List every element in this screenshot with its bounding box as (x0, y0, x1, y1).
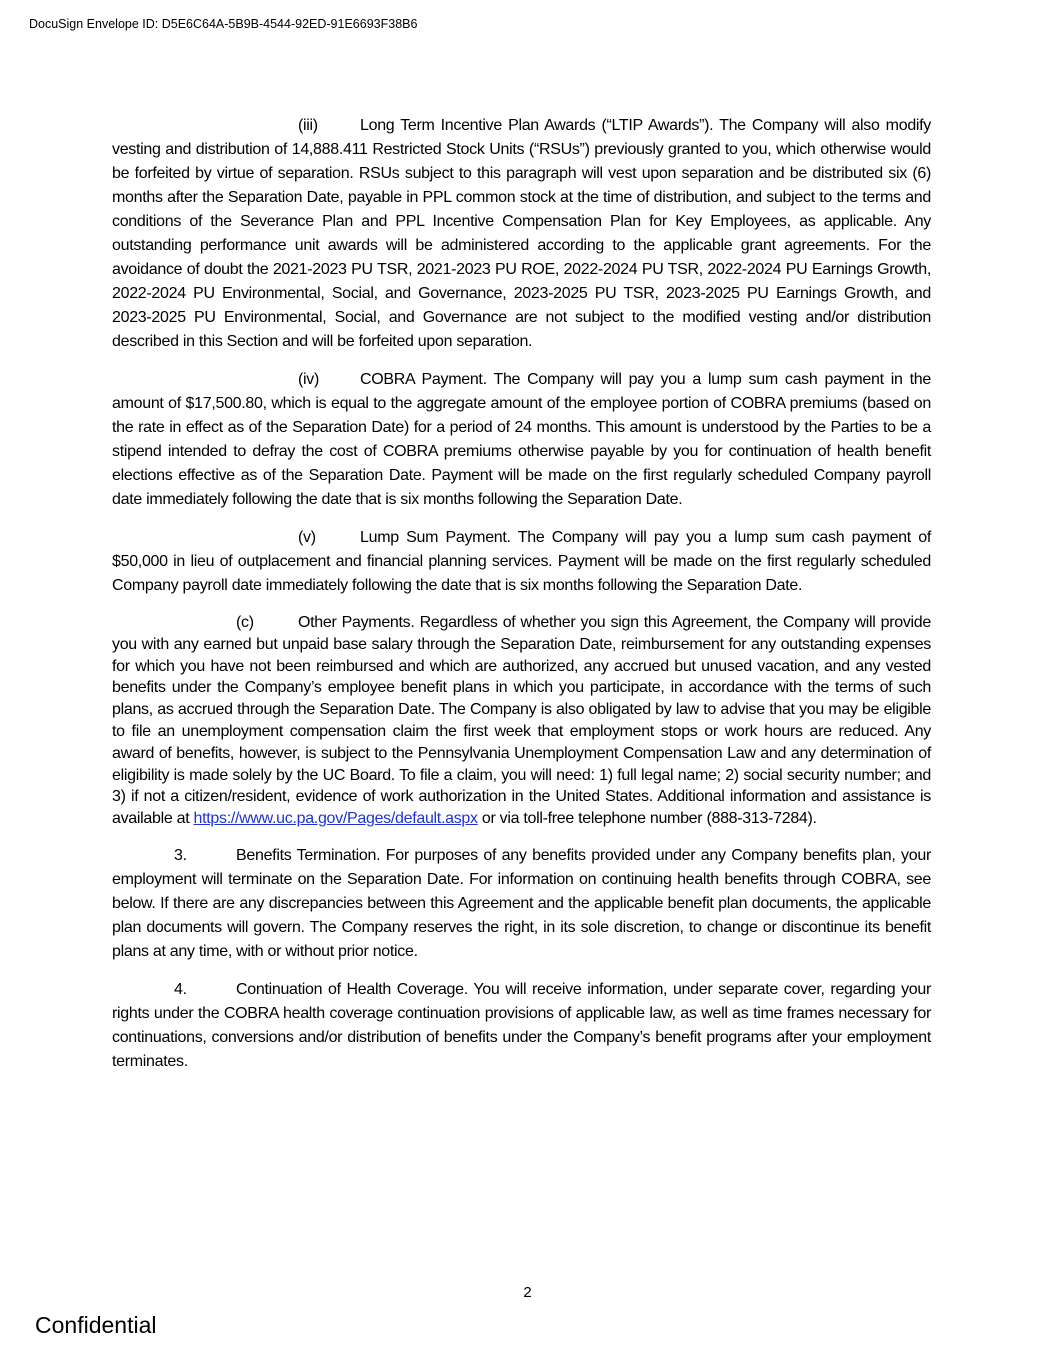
page-number: 2 (523, 1284, 532, 1301)
section-title: COBRA Payment. (360, 371, 487, 388)
section-number: (c) (236, 614, 254, 631)
confidential-label: Confidential (35, 1312, 157, 1338)
section-body: Regardless of whether you sign this Agreement, the Company will provide you with any earned but unpaid base salary through the Separation Date, reimbursement for any outstanding expenses for which you have not been reimbursed and which are authorized, any accrued but unused vacation, and any vested benefits under the Company’s employee benefit plans in which you participate, in accordance with the terms of such plans, as accrued through the Separation Date. The Company is also obligated by law to advise that you may be eligible to file an unemployment compensation claim the first week that employment stops or work hours are reduced. Any award of benefits, however, is subject to the Pennsylvania Unemployment Compensation Law and any determination of eligibility is made solely by the UC Board. To file a claim, you will need: 1) full legal name; 2) social security number; and 3) if not a citizen/resident, evidence of work authorization in the United States. Additional information and assistance is available at (112, 614, 931, 828)
section-title: Long Term Incentive Plan Awards (“LTIP Awards”). (360, 117, 714, 134)
section-c (112, 612, 931, 830)
section-body: The Company will also modify vesting and distribution of 14,888.411 Restricted Stock Units (“RSUs”) previously granted to you, which otherwise would be forfeited by virtue of separation. RSUs subject to this paragraph will vest upon separation and be distributed six (6) months after the Separation Date, payable in PPL common stock at the time of distribution, and subject to the terms and conditions of the Severance Plan and PPL Incentive Compensation Plan for Key Employees, as applicable. Any outstanding performance unit awards will be administered according to the applicable grant agreements. For the avoidance of doubt the 2021-2023 PU TSR, 2021-2023 PU ROE, 2022-2024 PU TSR, 2022-2024 PU Earnings Growth, 2022-2024 PU Environmental, Social, and Governance, 2023-2025 PU TSR, 2023-2025 PU Earnings Growth, and 2023-2025 PU Environmental, Social, and Governance are not subject to the modified vesting and/or distribution described in this Section and will be forfeited upon separation. (112, 117, 932, 350)
section-iv (112, 368, 931, 512)
section-title: Other Payments. (298, 614, 415, 631)
section-title: Lump Sum Payment. (360, 529, 511, 546)
uc-website-link[interactable]: https://www.uc.pa.gov/Pages/default.aspx (193, 810, 478, 828)
section-number: 4. (174, 980, 187, 998)
section-title: Benefits Termination. (236, 846, 381, 864)
section-iii (112, 114, 931, 354)
section-s4 (112, 978, 931, 1074)
section-v (112, 526, 931, 598)
section-number: (iv) (298, 371, 320, 388)
section-body: The Company will pay you a lump sum cash payment of $50,000 in lieu of outplacement and financial planning services. Payment will be made on the first regularly scheduled Company payroll date immediately following the date that is six months following the Separation Date. (112, 529, 931, 594)
section-body-after-link: or via toll-free telephone number (888-313-7284). (481, 810, 817, 828)
section-title: Continuation of Health Coverage. (236, 980, 468, 998)
section-body: You will receive information, under separate cover, regarding your rights under the COBRA health coverage continuation provisions of applicable law, as well as time frames necessary for continuations, conversions and/or distribution of benefits under the Company’s benefit programs after your employment terminates. (112, 980, 932, 1070)
section-body: For purposes of any benefits provided under any Company benefits plan, your employment will terminate on the Separation Date. For information on continuing health benefits through COBRA, see below. If there are any discrepancies between this Agreement and the applicable benefit plan documents, the applicable plan documents will govern. The Company reserves the right, in its sole discretion, to change or discontinue its benefit plans at any time, with or without prior notice. (112, 846, 931, 960)
section-number: 3. (174, 846, 187, 864)
section-body: The Company will pay you a lump sum cash payment in the amount of $17,500.80, which is equal to the aggregate amount of the employee portion of COBRA premiums (based on the rate in effect as of the Separation Date) for a period of 24 months. This amount is understood by the Parties to be a stipend intended to defray the cost of COBRA premiums otherwise payable by you for continuation of health benefit elections effective as of the Separation Date. Payment will be made on the first regularly scheduled Company payroll date immediately following the date that is six months following the Separation Date. (112, 371, 931, 508)
document-body (112, 114, 931, 1074)
section-s3 (112, 844, 931, 964)
section-number: (v) (298, 529, 316, 546)
docusign-envelope-id: DocuSign Envelope ID: D5E6C64A-5B9B-4544-92ED-91E6693F38B6 (29, 17, 418, 31)
section-number: (iii) (298, 117, 318, 134)
